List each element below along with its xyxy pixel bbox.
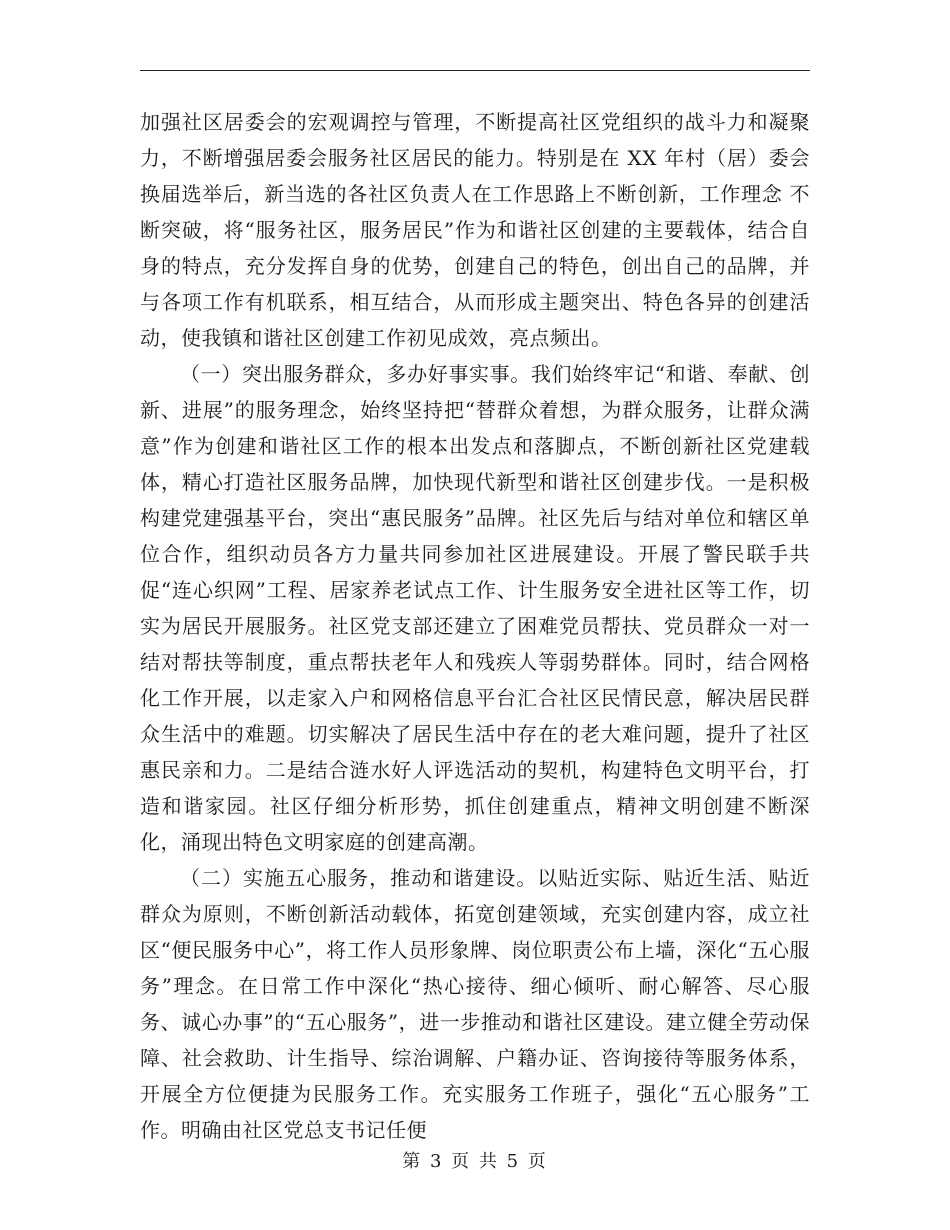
- paragraph-1: 加强社区居委会的宏观调控与管理，不断提高社区党组织的战斗力和凝聚力，不断增强居委会服务社区居民的能力。特别是在 XX 年村（居）委会换届选举后，新当选的各社区负责人在工作思路上不断创新，工作理念 不断突破，将“服务社区，服务居民”作为和谐社区创建的主要载体，结合自身的特点，充分发挥自身的优势，创建自己的特色，创出自己的品牌，并与各项工作有机联系，相互结合，从而形成主题突出、特色各异的创建活动，使我镇和谐社区创建工作初见成效，亮点频出。: [140, 110, 810, 350]
- page-number: 第 3 页 共 5 页: [402, 1151, 548, 1172]
- paragraph-2: （一）突出服务群众，多办好事实事。我们始终牢记“和谐、奉献、创新、进展”的服务理念，始终坚持把“替群众着想，为群众服务，让群众满意”作为创建和谐社区工作的根本出发点和落脚点，不断创新社区党建载体，精心打造社区服务品牌，加快现代新型和谐社区创建步伐。一是积极构建党建强基平台，突出“惠民服务”品牌。社区先后与结对单位和辖区单位合作，组织动员各方力量共同参加社区进展建设。开展了警民联手共促“连心织网”工程、居家养老试点工作、计生服务安全进社区等工作，切实为居民开展服务。社区党支部还建立了困难党员帮扶、党员群众一对一结对帮扶等制度，重点帮扶老年人和残疾人等弱势群体。同时，结合网格化工作开展，以走家入户和网格信息平台汇合社区民情民意，解决居民群众生活中的难题。切实解决了居民生活中存在的老大难问题，提升了社区惠民亲和力。二是结合涟水好人评选活动的契机，构建特色文明平台，打造和谐家园。社区仔细分析形势，抓住创建重点，精神文明创建不断深化，涌现出特色文明家庭的创建高潮。: [140, 362, 810, 854]
- paragraph-3: （二）实施五心服务，推动和谐建设。以贴近实际、贴近生活、贴近群众为原则，不断创新活动载体，拓宽创建领域，充实创建内容，成立社区“便民服务中心”，将工作人员形象牌、岗位职责公布上墙，深化“五心服务”理念。在日常工作中深化“热心接待、细心倾听、耐心解答、尽心服务、诚心办事”的“五心服务”，进一步推动和谐社区建设。建立健全劳动保障、社会救助、计生指导、综治调解、户籍办证、咨询接待等服务体系，开展全方位便捷为民服务工作。充实服务工作班子，强化“五心服务”工作。明确由社区党总支书记任便: [140, 866, 810, 1142]
- document-body: [140, 104, 810, 1148]
- header-rule: [140, 70, 810, 71]
